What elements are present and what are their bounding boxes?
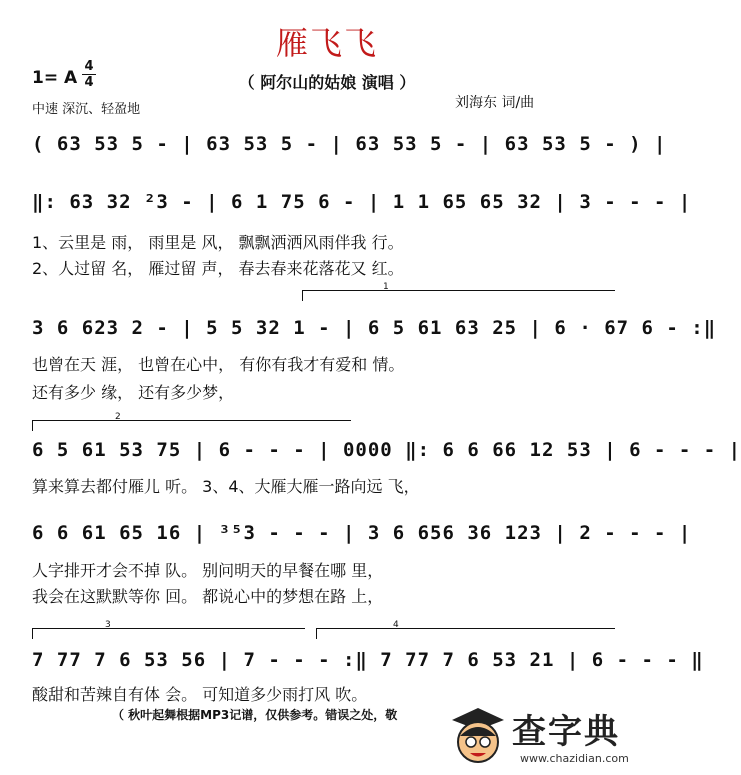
lyric-row-5b: 我会在这默默等你 回。 都说心中的梦想在路 上，	[32, 587, 384, 606]
volta-bracket-3	[32, 620, 305, 639]
volta-bracket-4	[316, 620, 615, 639]
volta-bracket-1	[302, 282, 615, 301]
logo-text: 查字典	[512, 712, 620, 752]
song-title: 雁飞飞	[275, 24, 378, 62]
author-credit: 刘海东 词/曲	[455, 95, 535, 111]
lyric-row-6: 酸甜和苦辣自有体 会。 可知道多少雨打风 吹。	[32, 685, 368, 704]
lyric-row-4: 算来算去都付雁儿 听。 3、4、大雁大雁一路向远 飞，	[32, 477, 420, 496]
volta-label-3: 3	[105, 620, 111, 630]
volta-bracket-2	[32, 412, 351, 431]
key-signature: 1= A	[32, 68, 78, 88]
notation-row-6: 7 77 7 6 53 56 | 7 - - - :‖ 7 77 7 6 53 21 | 6 - - - ‖	[32, 649, 704, 671]
lyric-row-3a: 也曾在天 涯， 也曾在心中， 有你有我才有爱和 情。	[32, 355, 405, 374]
lyric-row-5a: 人字排开才会不掉 队。 别问明天的早餐在哪 里，	[32, 561, 384, 580]
time-top: 4	[84, 59, 94, 74]
graduate-face-icon	[448, 700, 508, 770]
notation-row-1: ( 63 53 5 - | 63 53 5 - | 63 53 5 - | 63 53 5 - ) |	[32, 133, 667, 155]
notation-row-3: 3 6 623 2 - | 5 5 32 1 - | 6 5 61 63 25 | 6 · 67 6 - :‖	[32, 317, 717, 339]
notation-row-4: 6 5 61 53 75 | 6 - - - | 0000 ‖: 6 6 66 12 53 | 6 - - - |	[32, 439, 741, 461]
volta-label-4: 4	[393, 620, 399, 630]
subtitle: （ 阿尔山的姑娘 演唱 ）	[238, 73, 416, 92]
tempo-marking: 中速 深沉、轻盈地	[32, 102, 141, 117]
lyric-row-2b: 2、人过留 名， 雁过留 声， 春去春来花落花又 红。	[32, 259, 404, 278]
volta-label-1: 1	[383, 282, 389, 292]
footer-note: （ 秋叶起舞根据MP3记谱，仅供参考。错误之处，敬	[112, 708, 398, 722]
time-bottom: 4	[84, 75, 94, 90]
lyric-row-3b: 还有多少 缘， 还有多少梦，	[32, 383, 235, 402]
volta-label-2: 2	[115, 412, 121, 422]
lyric-row-2a: 1、云里是 雨， 雨里是 风， 飘飘洒洒风雨伴我 行。	[32, 233, 404, 252]
notation-row-5: 6 6 61 65 16 | ³⁵3 - - - | 3 6 656 36 123 | 2 - - - |	[32, 522, 692, 544]
notation-row-2: ‖: 63 32 ²3 - | 6 1 75 6 - | 1 1 65 65 32 | 3 - - - |	[32, 191, 692, 213]
logo-url[interactable]: www.chazidian.com	[520, 752, 629, 765]
